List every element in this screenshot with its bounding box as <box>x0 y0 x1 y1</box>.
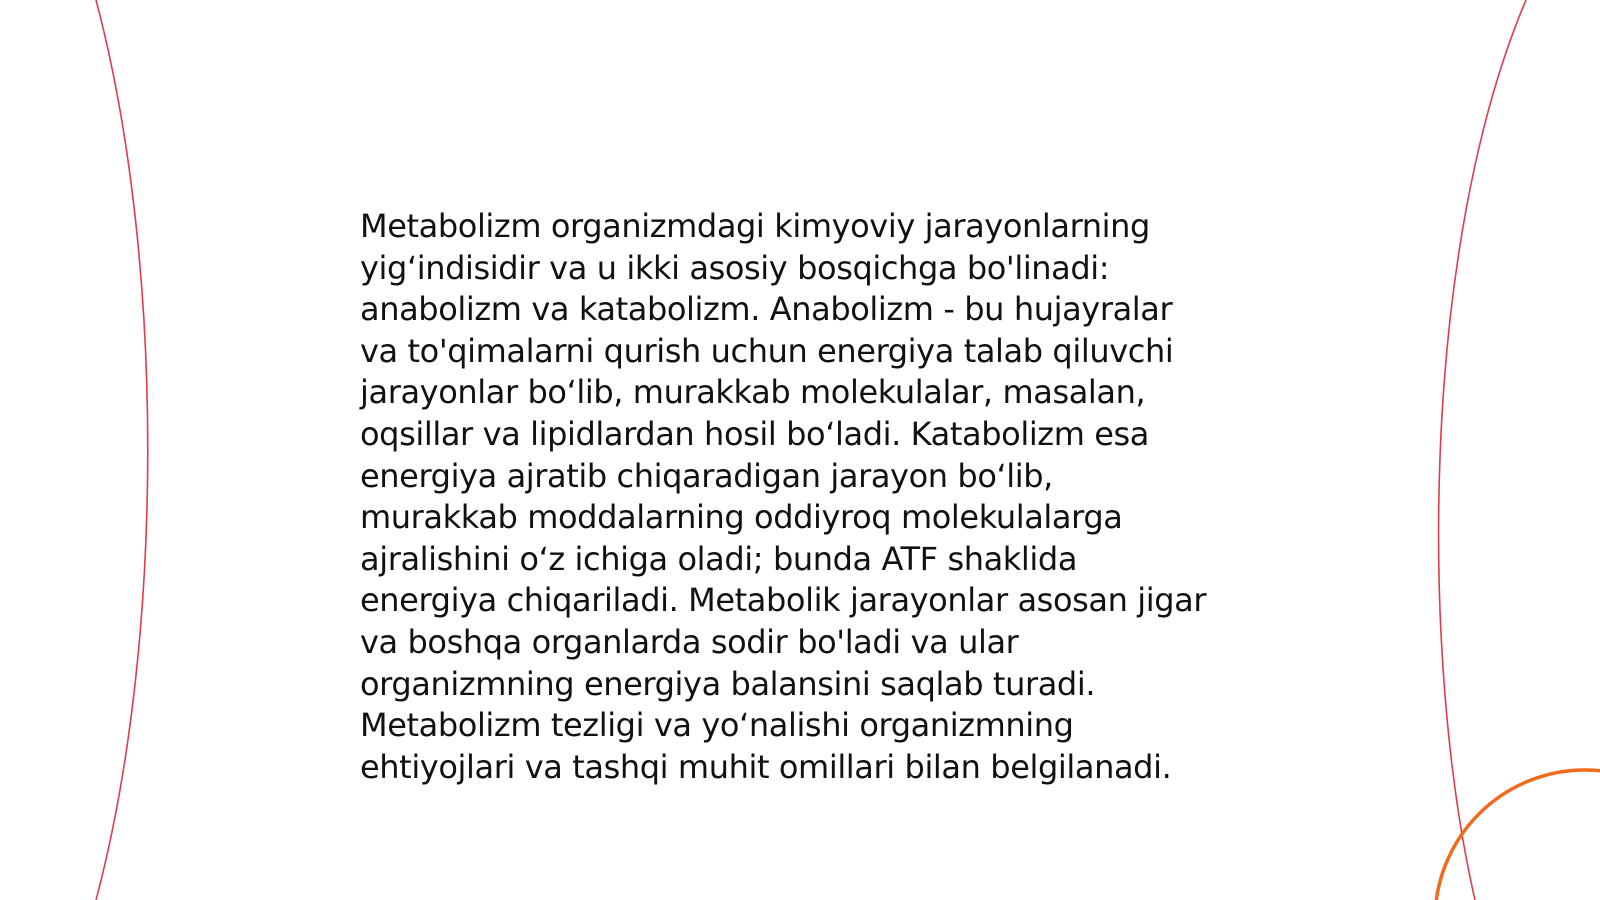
body-text-line: va to'qimalarni qurish uchun energiya talab qiluvchi <box>360 331 1174 370</box>
body-text-line: yig‘indisidir va u ikki asosiy bosqichga bo'linadi: <box>360 248 1110 287</box>
body-text-line: jarayonlar bo‘lib, murakkab molekulalar, masalan, <box>360 373 1146 412</box>
body-text-line: Metabolizm organizmdagi kimyoviy jarayonlarning <box>360 207 1150 245</box>
slide-body-text <box>360 206 1260 788</box>
body-text-line: va boshqa organlarda sodir bo'ladi va ular <box>360 622 1019 661</box>
body-text-line: anabolizm va katabolizm. Anabolizm - bu hujayralar <box>360 290 1173 329</box>
body-text-line: energiya chiqariladi. Metabolik jarayonlar asosan jigar <box>360 581 1207 620</box>
left-decorative-curve <box>96 0 148 900</box>
body-text-line: oqsillar va lipidlardan hosil bo‘ladi. Katabolizm esa <box>360 414 1150 453</box>
body-text-line: energiya ajratib chiqaradigan jarayon bo‘lib, <box>360 456 1053 495</box>
corner-decorative-arc <box>1435 770 1600 900</box>
right-decorative-curve <box>1439 0 1526 900</box>
body-text-line: organizmning energiya balansini saqlab turadi. <box>360 664 1096 703</box>
body-text-line: Metabolizm tezligi va yo‘nalishi organizmning <box>360 706 1074 745</box>
body-text-line: ehtiyojlari va tashqi muhit omillari bilan belgilanadi. <box>360 747 1172 786</box>
body-text-line: murakkab moddalarning oddiyroq molekulalarga <box>360 498 1123 537</box>
body-text-line: ajralishini o‘z ichiga oladi; bunda ATF shaklida <box>360 539 1078 578</box>
